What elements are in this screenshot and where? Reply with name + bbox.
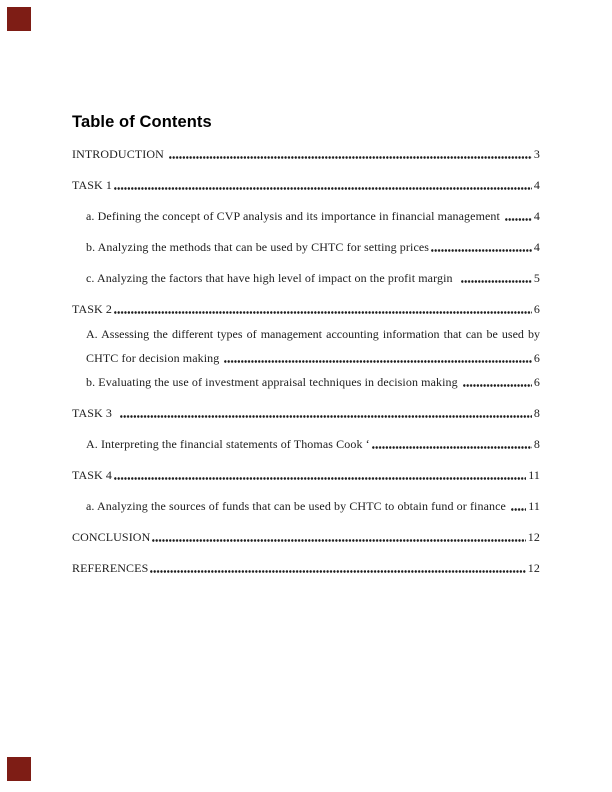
toc-entry-label: A. Interpreting the financial statements of Thomas Cook ‘ (86, 437, 370, 451)
toc-page-number: 3 (533, 147, 540, 161)
toc-page-number: 8 (533, 437, 540, 451)
red-corner-marker-bottom (7, 757, 31, 781)
toc-page-number: 8 (533, 406, 540, 420)
toc-entry (72, 170, 540, 201)
toc-page-number: 11 (528, 499, 540, 513)
toc-entry-label: a. Analyzing the sources of funds that can be used by CHTC to obtain fund or finance (86, 499, 510, 513)
toc-entry (72, 491, 540, 522)
toc-page-number: 6 (533, 351, 540, 365)
toc-entry-label: CONCLUSION (72, 530, 151, 544)
toc-entry (72, 429, 540, 460)
toc-entry-label: c. Analyzing the factors that have high level of impact on the profit margin (86, 271, 459, 285)
toc-entry (72, 553, 540, 584)
toc-entry-label: CHTC for decision making (86, 351, 223, 365)
table-of-contents (72, 139, 540, 584)
toc-page-number: 6 (533, 375, 540, 389)
toc-entry (72, 263, 540, 294)
toc-entry-label: a. Defining the concept of CVP analysis and its importance in financial management (86, 209, 504, 223)
toc-entry-label: TASK 1 (72, 178, 112, 192)
toc-page-number: 4 (533, 209, 540, 223)
toc-entry-label: INTRODUCTION (72, 147, 167, 161)
toc-entry-label: TASK 4 (72, 468, 112, 482)
toc-entry-label: REFERENCES (72, 561, 149, 575)
red-corner-marker-top (7, 7, 31, 31)
toc-entry (72, 367, 540, 398)
toc-page-number: 11 (528, 468, 540, 482)
page-title: Table of Contents (72, 113, 212, 131)
toc-entry (72, 294, 540, 325)
toc-entry-label: TASK 2 (72, 302, 112, 316)
toc-entry-line1: A. Assessing the different types of management accounting information that can be used by (86, 327, 540, 341)
toc-page-number: 12 (527, 530, 540, 544)
toc-entry (72, 232, 540, 263)
toc-entry-label: b. Evaluating the use of investment appraisal techniques in decision making (86, 375, 461, 389)
toc-entry (72, 522, 540, 553)
toc-page-number: 6 (533, 302, 540, 316)
toc-page-number: 4 (533, 240, 540, 254)
toc-page-number: 5 (533, 271, 540, 285)
toc-entry (72, 139, 540, 170)
toc-entry (72, 460, 540, 491)
toc-entry-label: TASK 3 (72, 406, 119, 420)
toc-entry (72, 398, 540, 429)
toc-entry (72, 201, 540, 232)
toc-page-number: 4 (533, 178, 540, 192)
toc-entry-label: b. Analyzing the methods that can be used by CHTC for setting prices (86, 240, 430, 254)
toc-entry (72, 322, 540, 370)
toc-page-number: 12 (527, 561, 540, 575)
